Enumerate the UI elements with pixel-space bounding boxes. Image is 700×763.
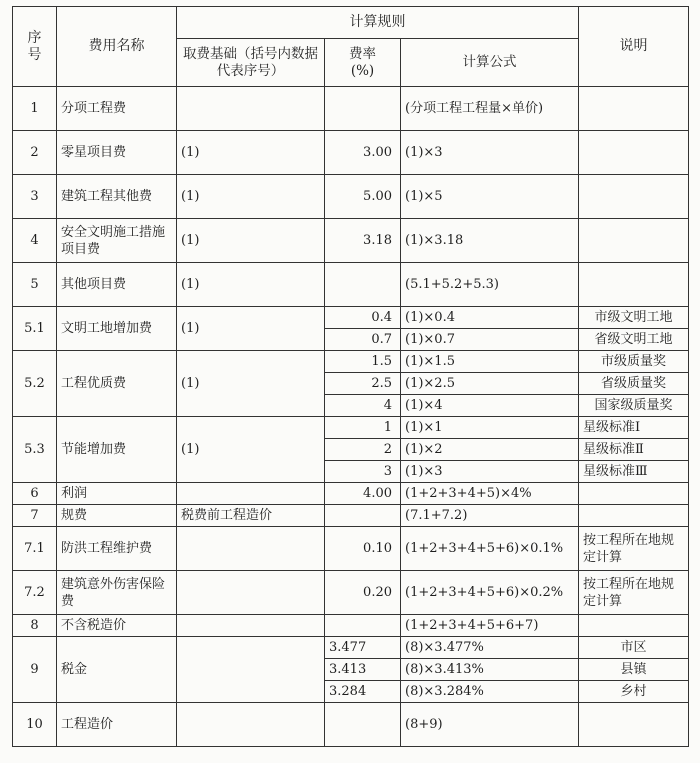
table-row [13, 131, 689, 175]
row-base: (1) [177, 307, 325, 351]
row-base: (1) [177, 417, 325, 483]
row-no: 7.2 [13, 571, 57, 615]
row-base [177, 527, 325, 571]
table-row [13, 417, 689, 439]
row-note: 县镇 [579, 659, 689, 681]
row-no: 3 [13, 175, 57, 219]
row-formula: (1)×3.18 [401, 219, 579, 263]
row-note: 乡村 [579, 681, 689, 703]
row-no: 1 [13, 87, 57, 131]
row-formula: (1)×1.5 [401, 351, 579, 373]
row-name: 建筑意外伤害保险费 [57, 571, 177, 615]
row-rate: 0.4 [325, 307, 401, 329]
row-note: 按工程所在地规定计算 [579, 571, 689, 615]
row-no: 5.2 [13, 351, 57, 417]
row-name: 工程造价 [57, 703, 177, 747]
header-row-top [13, 7, 689, 39]
row-rate: 1.5 [325, 351, 401, 373]
row-formula: (1)×5 [401, 175, 579, 219]
row-formula: (1)×2.5 [401, 373, 579, 395]
table-row [13, 263, 689, 307]
row-rate: 5.00 [325, 175, 401, 219]
row-note: 市级质量奖 [579, 351, 689, 373]
row-rate: 0.7 [325, 329, 401, 351]
row-formula: (1)×3 [401, 461, 579, 483]
row-formula: (1+2+3+4+5)×4% [401, 483, 579, 505]
row-note: 市级文明工地 [579, 307, 689, 329]
row-rate: 0.10 [325, 527, 401, 571]
row-note [579, 175, 689, 219]
row-note: 星级标准Ⅰ [579, 417, 689, 439]
row-name: 节能增加费 [57, 417, 177, 483]
row-base: (1) [177, 131, 325, 175]
row-no: 8 [13, 615, 57, 637]
row-name: 利润 [57, 483, 177, 505]
row-rate: 3 [325, 461, 401, 483]
row-rate: 3.00 [325, 131, 401, 175]
row-name: 零星项目费 [57, 131, 177, 175]
row-name: 税金 [57, 637, 177, 703]
row-note [579, 615, 689, 637]
row-note: 省级文明工地 [579, 329, 689, 351]
row-no: 5 [13, 263, 57, 307]
row-base [177, 571, 325, 615]
row-note [579, 219, 689, 263]
row-note [579, 87, 689, 131]
table-row [13, 175, 689, 219]
row-base [177, 87, 325, 131]
row-no: 6 [13, 483, 57, 505]
row-note: 省级质量奖 [579, 373, 689, 395]
header-base: 取费基础（括号内数据代表序号） [177, 39, 325, 87]
header-rules: 计算规则 [177, 7, 579, 39]
row-rate: 2.5 [325, 373, 401, 395]
row-no: 5.1 [13, 307, 57, 351]
row-formula: (1)×4 [401, 395, 579, 417]
row-formula: (1)×2 [401, 439, 579, 461]
row-formula: (1)×0.4 [401, 307, 579, 329]
table-row [13, 637, 689, 659]
row-rate: 4 [325, 395, 401, 417]
row-formula: (分项工程工程量×单价) [401, 87, 579, 131]
fee-calculation-document [12, 6, 688, 747]
row-base: 税费前工程造价 [177, 505, 325, 527]
row-name: 建筑工程其他费 [57, 175, 177, 219]
row-note [579, 263, 689, 307]
row-formula: (1+2+3+4+5+6+7) [401, 615, 579, 637]
row-name: 不含税造价 [57, 615, 177, 637]
row-rate [325, 505, 401, 527]
row-name: 安全文明施工措施项目费 [57, 219, 177, 263]
row-rate: 4.00 [325, 483, 401, 505]
row-rate: 3.284 [325, 681, 401, 703]
row-base [177, 483, 325, 505]
row-note: 按工程所在地规定计算 [579, 527, 689, 571]
row-name: 防洪工程维护费 [57, 527, 177, 571]
row-formula: (5.1+5.2+5.3) [401, 263, 579, 307]
table-row [13, 571, 689, 615]
row-formula: (7.1+7.2) [401, 505, 579, 527]
row-rate: 1 [325, 417, 401, 439]
row-no: 4 [13, 219, 57, 263]
row-no: 7.1 [13, 527, 57, 571]
header-note: 说明 [579, 7, 689, 87]
row-note: 市区 [579, 637, 689, 659]
header-name: 费用名称 [57, 7, 177, 87]
row-note [579, 703, 689, 747]
row-name: 工程优质费 [57, 351, 177, 417]
row-rate: 3.18 [325, 219, 401, 263]
row-note: 国家级质量奖 [579, 395, 689, 417]
table-row [13, 351, 689, 373]
header-formula: 计算公式 [401, 39, 579, 87]
row-formula: (1)×3 [401, 131, 579, 175]
table-row [13, 615, 689, 637]
row-rate [325, 263, 401, 307]
row-base: (1) [177, 263, 325, 307]
row-note [579, 505, 689, 527]
row-rate: 3.477 [325, 637, 401, 659]
row-base [177, 615, 325, 637]
row-no: 10 [13, 703, 57, 747]
row-rate: 0.20 [325, 571, 401, 615]
row-no: 7 [13, 505, 57, 527]
row-no: 5.3 [13, 417, 57, 483]
row-base: (1) [177, 351, 325, 417]
row-formula: (1+2+3+4+5+6)×0.2% [401, 571, 579, 615]
table-row [13, 219, 689, 263]
row-rate [325, 703, 401, 747]
row-base: (1) [177, 175, 325, 219]
row-name: 分项工程费 [57, 87, 177, 131]
row-formula: (8)×3.284% [401, 681, 579, 703]
row-formula: (8)×3.477% [401, 637, 579, 659]
row-formula: (1+2+3+4+5+6)×0.1% [401, 527, 579, 571]
row-formula: (1)×1 [401, 417, 579, 439]
row-rate: 2 [325, 439, 401, 461]
table-row [13, 87, 689, 131]
row-note [579, 483, 689, 505]
row-formula: (1)×0.7 [401, 329, 579, 351]
row-note: 星级标准Ⅱ [579, 439, 689, 461]
row-rate [325, 87, 401, 131]
row-name: 文明工地增加费 [57, 307, 177, 351]
row-base: (1) [177, 219, 325, 263]
table-row [13, 527, 689, 571]
row-rate: 3.413 [325, 659, 401, 681]
row-no: 9 [13, 637, 57, 703]
row-formula: (8)×3.413% [401, 659, 579, 681]
table-row [13, 505, 689, 527]
row-note [579, 131, 689, 175]
row-base [177, 637, 325, 703]
row-no: 2 [13, 131, 57, 175]
row-name: 其他项目费 [57, 263, 177, 307]
header-rate: 费率(%) [325, 39, 401, 87]
row-base [177, 703, 325, 747]
row-name: 规费 [57, 505, 177, 527]
row-note: 星级标准Ⅲ [579, 461, 689, 483]
fee-table [12, 6, 689, 747]
table-row [13, 307, 689, 329]
header-no: 序号 [13, 7, 57, 87]
table-row [13, 483, 689, 505]
row-rate [325, 615, 401, 637]
row-formula: (8+9) [401, 703, 579, 747]
table-row [13, 703, 689, 747]
